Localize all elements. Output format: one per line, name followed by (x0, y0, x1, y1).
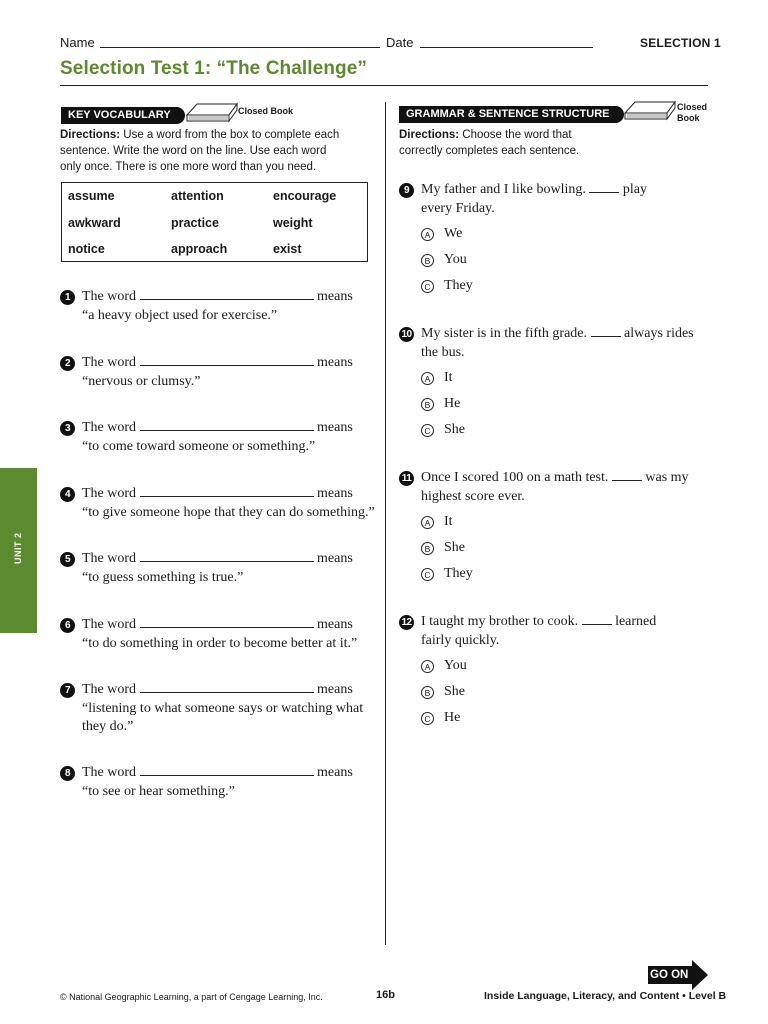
name-label: Name (60, 35, 95, 50)
closed-book-label: Closed Book (677, 102, 708, 123)
answer-blank (589, 181, 619, 193)
item-number: 2 (60, 356, 75, 371)
closed-book-icon (183, 101, 239, 129)
item-number: 10 (399, 327, 414, 342)
definition: “listening to what someone says or watching what (82, 701, 364, 716)
item-number: 8 (60, 766, 75, 781)
definition: they do.” (82, 719, 134, 734)
date-line[interactable] (420, 47, 593, 48)
definition: “to give someone hope that they can do something.” (82, 505, 375, 520)
definition: “nervous or clumsy.” (82, 374, 201, 389)
closed-book-icon (621, 99, 677, 127)
grammar-pill: GRAMMAR & SENTENCE STRUCTURE (399, 106, 624, 123)
copyright: © National Geographic Learning, a part of Cengage Learning, Inc. (60, 992, 323, 1002)
definition: “a heavy object used for exercise.” (82, 308, 278, 323)
word-box (61, 182, 368, 262)
item-number: 3 (60, 421, 75, 436)
column-divider (385, 102, 386, 945)
word: attention (171, 189, 224, 203)
word: weight (273, 216, 313, 230)
answer-blank (591, 325, 621, 337)
item-number: 7 (60, 683, 75, 698)
word: encourage (273, 189, 337, 203)
closed-book-label: Closed Book (238, 106, 294, 116)
page-title: Selection Test 1: “The Challenge” (60, 58, 368, 79)
definition: “to guess something is true.” (82, 570, 244, 585)
item-number: 11 (399, 471, 414, 486)
title-divider (60, 85, 708, 86)
definition: “to do something in order to become better at it.” (82, 636, 358, 651)
definition: “to come toward someone or something.” (82, 439, 316, 454)
answer-blank[interactable] (140, 764, 314, 776)
word: practice (171, 216, 219, 230)
word: exist (273, 242, 302, 256)
item-number: 1 (60, 290, 75, 305)
answer-blank[interactable] (140, 681, 314, 693)
definition: “to see or hear something.” (82, 784, 235, 799)
answer-blank (612, 469, 642, 481)
unit-tab (0, 468, 37, 633)
question-text: the bus. (421, 345, 465, 360)
item-number: 5 (60, 552, 75, 567)
key-vocabulary-pill: KEY VOCABULARY (61, 107, 185, 124)
word: approach (171, 242, 228, 256)
answer-blank[interactable] (140, 288, 314, 300)
answer-blank (582, 613, 612, 625)
series-title: Inside Language, Literacy, and Content • Level B (484, 990, 727, 1002)
unit-label: UNIT 2 (13, 532, 23, 564)
question-text: highest score ever. (421, 489, 525, 504)
word: notice (68, 242, 105, 256)
page-number: 16b (376, 989, 395, 1001)
word: awkward (68, 216, 121, 230)
vocab-directions: Directions: Use a word from the box to complete each sentence. Write the word on the line. Use each word only once. There is one more word than you need. (60, 129, 340, 173)
date-label: Date (386, 35, 414, 50)
item-number: 4 (60, 487, 75, 502)
grammar-directions: Directions: Choose the word that correctly completes each sentence. (399, 129, 580, 157)
name-line[interactable] (100, 47, 380, 48)
question-text: every Friday. (421, 201, 495, 216)
go-on-label: GO ON (650, 969, 689, 981)
answer-blank[interactable] (140, 616, 314, 628)
answer-blank[interactable] (140, 419, 314, 431)
item-number: 9 (399, 183, 414, 198)
word: assume (68, 189, 115, 203)
selection-label: SELECTION 1 (640, 36, 721, 50)
answer-blank[interactable] (140, 550, 314, 562)
item-number: 12 (399, 615, 414, 630)
answer-blank[interactable] (140, 485, 314, 497)
question-text: fairly quickly. (421, 633, 500, 648)
answer-blank[interactable] (140, 354, 314, 366)
item-number: 6 (60, 618, 75, 633)
